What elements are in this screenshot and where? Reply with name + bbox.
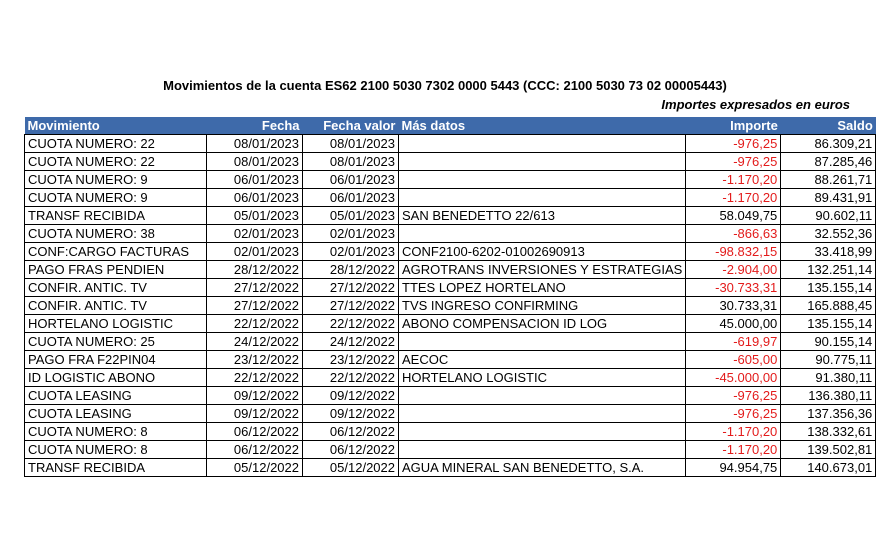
cell-fecha-valor: 22/12/2022 (303, 315, 399, 333)
cell-importe: -605,00 (686, 351, 781, 369)
page-title: Movimientos de la cuenta ES62 2100 5030 7302 0000 5443 (CCC: 2100 5030 73 02 00005443) (163, 78, 727, 93)
cell-fecha-valor: 08/01/2023 (303, 135, 399, 153)
cell-saldo: 89.431,91 (781, 189, 876, 207)
cell-saldo: 86.309,21 (781, 135, 876, 153)
cell-importe: -1.170,20 (686, 441, 781, 459)
cell-movimiento: CUOTA NUMERO: 25 (25, 333, 207, 351)
cell-fecha-valor: 28/12/2022 (303, 261, 399, 279)
table-row (25, 261, 876, 279)
cell-fecha: 08/01/2023 (207, 153, 303, 171)
cell-movimiento: CUOTA NUMERO: 9 (25, 171, 207, 189)
cell-mas-datos (399, 333, 686, 351)
cell-fecha-valor: 09/12/2022 (303, 405, 399, 423)
cell-movimiento: CONFIR. ANTIC. TV (25, 279, 207, 297)
cell-fecha: 06/01/2023 (207, 189, 303, 207)
cell-movimiento: ID LOGISTIC ABONO (25, 369, 207, 387)
table-row (25, 459, 876, 477)
cell-mas-datos (399, 189, 686, 207)
table-row (25, 387, 876, 405)
cell-fecha-valor: 02/01/2023 (303, 225, 399, 243)
cell-fecha: 05/12/2022 (207, 459, 303, 477)
cell-fecha: 05/01/2023 (207, 207, 303, 225)
cell-movimiento: CUOTA NUMERO: 8 (25, 441, 207, 459)
cell-movimiento: CUOTA NUMERO: 38 (25, 225, 207, 243)
cell-fecha-valor: 09/12/2022 (303, 387, 399, 405)
cell-mas-datos: TVS INGRESO CONFIRMING (399, 297, 686, 315)
cell-importe: -976,25 (686, 153, 781, 171)
cell-fecha: 06/12/2022 (207, 441, 303, 459)
cell-fecha-valor: 27/12/2022 (303, 297, 399, 315)
cell-movimiento: PAGO FRA F22PIN04 (25, 351, 207, 369)
cell-fecha-valor: 02/01/2023 (303, 243, 399, 261)
table-row (25, 189, 876, 207)
cell-fecha-valor: 05/01/2023 (303, 207, 399, 225)
cell-importe: -2.904,00 (686, 261, 781, 279)
cell-mas-datos: TTES LOPEZ HORTELANO (399, 279, 686, 297)
cell-importe: -619,97 (686, 333, 781, 351)
table-row (25, 225, 876, 243)
cell-importe: 58.049,75 (686, 207, 781, 225)
cell-fecha-valor: 06/12/2022 (303, 441, 399, 459)
cell-movimiento: PAGO FRAS PENDIEN (25, 261, 207, 279)
cell-importe: -1.170,20 (686, 189, 781, 207)
column-header-importe: Importe (686, 117, 781, 135)
table-row (25, 369, 876, 387)
cell-saldo: 137.356,36 (781, 405, 876, 423)
cell-mas-datos: HORTELANO LOGISTIC (399, 369, 686, 387)
table-row (25, 279, 876, 297)
column-header-fecha: Fecha (207, 117, 303, 135)
cell-fecha-valor: 22/12/2022 (303, 369, 399, 387)
cell-importe: -866,63 (686, 225, 781, 243)
cell-movimiento: CUOTA LEASING (25, 387, 207, 405)
cell-fecha: 22/12/2022 (207, 369, 303, 387)
cell-saldo: 32.552,36 (781, 225, 876, 243)
cell-saldo: 90.155,14 (781, 333, 876, 351)
cell-movimiento: TRANSF RECIBIDA (25, 459, 207, 477)
cell-fecha-valor: 06/12/2022 (303, 423, 399, 441)
cell-saldo: 88.261,71 (781, 171, 876, 189)
cell-fecha: 09/12/2022 (207, 387, 303, 405)
cell-fecha-valor: 05/12/2022 (303, 459, 399, 477)
cell-mas-datos (399, 441, 686, 459)
cell-importe: 30.733,31 (686, 297, 781, 315)
cell-mas-datos (399, 423, 686, 441)
cell-saldo: 138.332,61 (781, 423, 876, 441)
table-header-row (25, 117, 876, 135)
movements-table (24, 117, 876, 477)
cell-mas-datos: ABONO COMPENSACION ID LOG (399, 315, 686, 333)
cell-fecha: 02/01/2023 (207, 225, 303, 243)
table-row (25, 171, 876, 189)
cell-saldo: 132.251,14 (781, 261, 876, 279)
cell-saldo: 139.502,81 (781, 441, 876, 459)
cell-mas-datos: SAN BENEDETTO 22/613 (399, 207, 686, 225)
cell-importe: -976,25 (686, 135, 781, 153)
table-row (25, 297, 876, 315)
cell-mas-datos (399, 225, 686, 243)
cell-fecha-valor: 27/12/2022 (303, 279, 399, 297)
cell-fecha-valor: 23/12/2022 (303, 351, 399, 369)
cell-fecha-valor: 06/01/2023 (303, 171, 399, 189)
cell-fecha: 27/12/2022 (207, 279, 303, 297)
cell-saldo: 165.888,45 (781, 297, 876, 315)
cell-fecha-valor: 06/01/2023 (303, 189, 399, 207)
table-row (25, 441, 876, 459)
cell-fecha: 27/12/2022 (207, 297, 303, 315)
cell-importe: -1.170,20 (686, 423, 781, 441)
cell-fecha: 08/01/2023 (207, 135, 303, 153)
cell-importe: -1.170,20 (686, 171, 781, 189)
column-header-saldo: Saldo (781, 117, 876, 135)
cell-fecha: 22/12/2022 (207, 315, 303, 333)
table-row (25, 423, 876, 441)
cell-fecha-valor: 08/01/2023 (303, 153, 399, 171)
cell-movimiento: CUOTA LEASING (25, 405, 207, 423)
cell-fecha: 23/12/2022 (207, 351, 303, 369)
cell-importe: -30.733,31 (686, 279, 781, 297)
cell-fecha: 28/12/2022 (207, 261, 303, 279)
table-row (25, 207, 876, 225)
table-row (25, 135, 876, 153)
cell-importe: -45.000,00 (686, 369, 781, 387)
cell-mas-datos (399, 135, 686, 153)
cell-movimiento: CUOTA NUMERO: 9 (25, 189, 207, 207)
cell-saldo: 91.380,11 (781, 369, 876, 387)
column-header-fecha-valor: Fecha valor (303, 117, 399, 135)
cell-movimiento: HORTELANO LOGISTIC (25, 315, 207, 333)
table-row (25, 153, 876, 171)
cell-mas-datos: CONF2100-6202-01002690913 (399, 243, 686, 261)
cell-fecha: 02/01/2023 (207, 243, 303, 261)
cell-importe: -976,25 (686, 387, 781, 405)
cell-fecha: 24/12/2022 (207, 333, 303, 351)
cell-importe: -98.832,15 (686, 243, 781, 261)
cell-importe: -976,25 (686, 405, 781, 423)
table-row (25, 333, 876, 351)
cell-saldo: 33.418,99 (781, 243, 876, 261)
cell-movimiento: CUOTA NUMERO: 22 (25, 135, 207, 153)
cell-importe: 45.000,00 (686, 315, 781, 333)
cell-saldo: 90.775,11 (781, 351, 876, 369)
cell-mas-datos: AGUA MINERAL SAN BENEDETTO, S.A. (399, 459, 686, 477)
cell-importe: 94.954,75 (686, 459, 781, 477)
cell-saldo: 140.673,01 (781, 459, 876, 477)
column-header-mas-datos: Más datos (399, 117, 686, 135)
cell-mas-datos: AGROTRANS INVERSIONES Y ESTRATEGIAS (399, 261, 686, 279)
cell-fecha-valor: 24/12/2022 (303, 333, 399, 351)
cell-movimiento: CUOTA NUMERO: 8 (25, 423, 207, 441)
cell-saldo: 135.155,14 (781, 279, 876, 297)
cell-saldo: 135.155,14 (781, 315, 876, 333)
cell-movimiento: TRANSF RECIBIDA (25, 207, 207, 225)
cell-mas-datos (399, 153, 686, 171)
column-header-movimiento: Movimiento (25, 117, 207, 135)
cell-fecha: 09/12/2022 (207, 405, 303, 423)
cell-mas-datos (399, 405, 686, 423)
cell-saldo: 90.602,11 (781, 207, 876, 225)
table-row (25, 351, 876, 369)
currency-note: Importes expresados en euros (661, 97, 850, 112)
cell-mas-datos (399, 387, 686, 405)
cell-mas-datos: AECOC (399, 351, 686, 369)
cell-saldo: 87.285,46 (781, 153, 876, 171)
cell-fecha: 06/12/2022 (207, 423, 303, 441)
cell-fecha: 06/01/2023 (207, 171, 303, 189)
table-row (25, 405, 876, 423)
cell-movimiento: CONF:CARGO FACTURAS (25, 243, 207, 261)
cell-saldo: 136.380,11 (781, 387, 876, 405)
table-row (25, 315, 876, 333)
cell-movimiento: CUOTA NUMERO: 22 (25, 153, 207, 171)
table-row (25, 243, 876, 261)
cell-mas-datos (399, 171, 686, 189)
cell-movimiento: CONFIR. ANTIC. TV (25, 297, 207, 315)
